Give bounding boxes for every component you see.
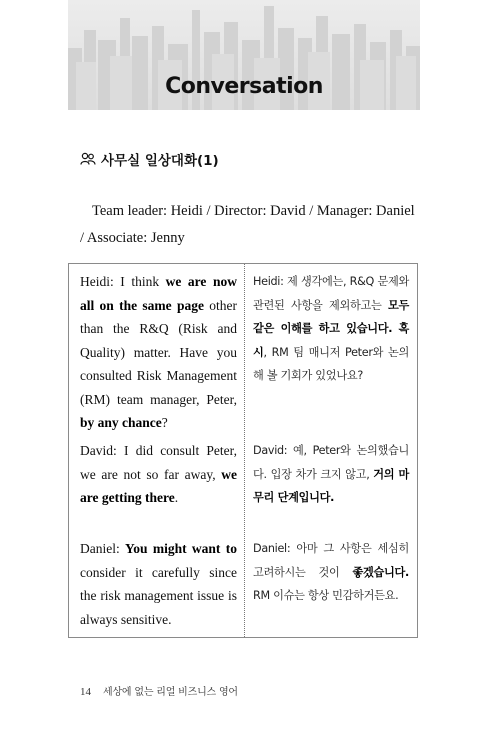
dialog-line-en-heidi: Heidi: I think we are now all on the same page other than the R&Q (Risk and Quality) matter. Have you consulted Risk Management (RM) team manager, Peter, by any chance? (80, 274, 237, 430)
roles-line: Team leader: Heidi / Director: David / Manager: Daniel / Associate: Jenny (80, 203, 415, 246)
dialog-line-en-daniel: Daniel: You might want to consider it carefully since the risk management issue is always sensitive. (80, 541, 237, 627)
dialog-line-ko-heidi: Heidi: 제 생각에는, R&Q 문제와 관련된 사항을 제외하고는 모두 같은 이해를 하고 있습니다. 혹시, RM 팀 매니저 Peter와 논의해 볼 기회가 있었나요? (253, 275, 409, 382)
column-divider (244, 264, 245, 637)
chapter-title: Conversation (165, 74, 323, 99)
section-heading (80, 149, 219, 169)
page-footer (80, 683, 238, 698)
dialog-line-ko-daniel: Daniel: 아마 그 사항은 세심히 고려하시는 것이 좋겠습니다. RM 이슈는 항상 민감하거든요. (253, 542, 409, 602)
chapter-banner (68, 0, 420, 110)
page-number: 14 (80, 686, 91, 698)
book-title: 세상에 없는 리얼 비즈니스 영어 (103, 687, 238, 698)
section-title: 사무실 일상대화(1) (101, 153, 219, 169)
dialog-line-ko-david: David: 예, Peter와 논의했습니다. 입장 차가 크지 않고, 거의 마무리 단계입니다. (253, 444, 409, 504)
dialog-table (68, 263, 418, 638)
dialog-line-en-david: David: I did consult Peter, we are not so far away, we are getting there. (80, 443, 237, 505)
people-icon (80, 152, 96, 166)
